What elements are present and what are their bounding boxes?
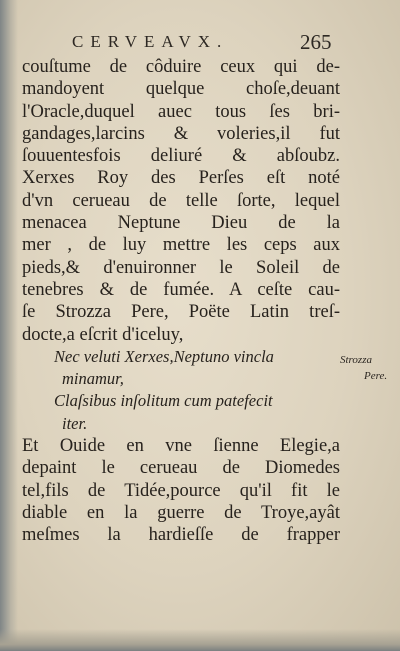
text-line: Et Ouide en vne ſienne Elegie,a [22, 436, 340, 457]
text-line: menacea Neptune Dieu de la [22, 213, 340, 234]
text-line: l'Oracle,duquel auec tous ſes bri- [22, 101, 340, 122]
page-edge-shadow [0, 629, 400, 651]
binding-gutter [0, 0, 18, 651]
text-line: meſmes la hardieſſe de frapper [22, 525, 340, 546]
text-line: diable en la guerre de Troye,ayât [22, 502, 340, 523]
text-line: gandages,larcins & voleries,il fut [22, 123, 340, 144]
text-line: d'vn cerueau de telle ſorte, lequel [22, 190, 340, 211]
text-line: depaint le cerueau de Diomedes [22, 458, 340, 479]
margin-note-name: Strozza [340, 354, 372, 366]
text-line: docte,a eſcrit d'iceluy, [22, 324, 184, 345]
verse-line: minamur, [62, 369, 124, 389]
text-line: tenebres & de fumée. A ceſte cau- [22, 279, 340, 300]
text-line: couſtume de côduire ceux qui de- [22, 57, 340, 77]
verse-line: Nec veluti Xerxes,Neptuno vincla [54, 346, 274, 366]
page-number: 265 [300, 30, 332, 54]
verse-line: Claſsibus inſolitum cum patefecit [54, 391, 273, 411]
verse-line: iter. [62, 413, 88, 433]
margin-note-title: Pere. [364, 370, 388, 382]
text-line: pieds,& d'enuironner le Soleil de [22, 257, 340, 278]
running-head: CERVEAVX. [72, 32, 229, 51]
text-line: ſouuentesfois deliuré & abſoubz. [22, 146, 340, 167]
margin-note [340, 352, 400, 384]
text-line: ſe Strozza Pere, Poëte Latin treſ- [22, 302, 340, 323]
text-line: mer , de luy mettre les ceps aux [22, 235, 340, 256]
text-line: mandoyent quelque choſe,deuant [22, 79, 340, 100]
text-line: Xerxes Roy des Perſes eſt noté [22, 168, 340, 189]
body-text [22, 56, 340, 547]
text-line: tel,fils de Tidée,pource qu'il fit le [22, 480, 340, 501]
